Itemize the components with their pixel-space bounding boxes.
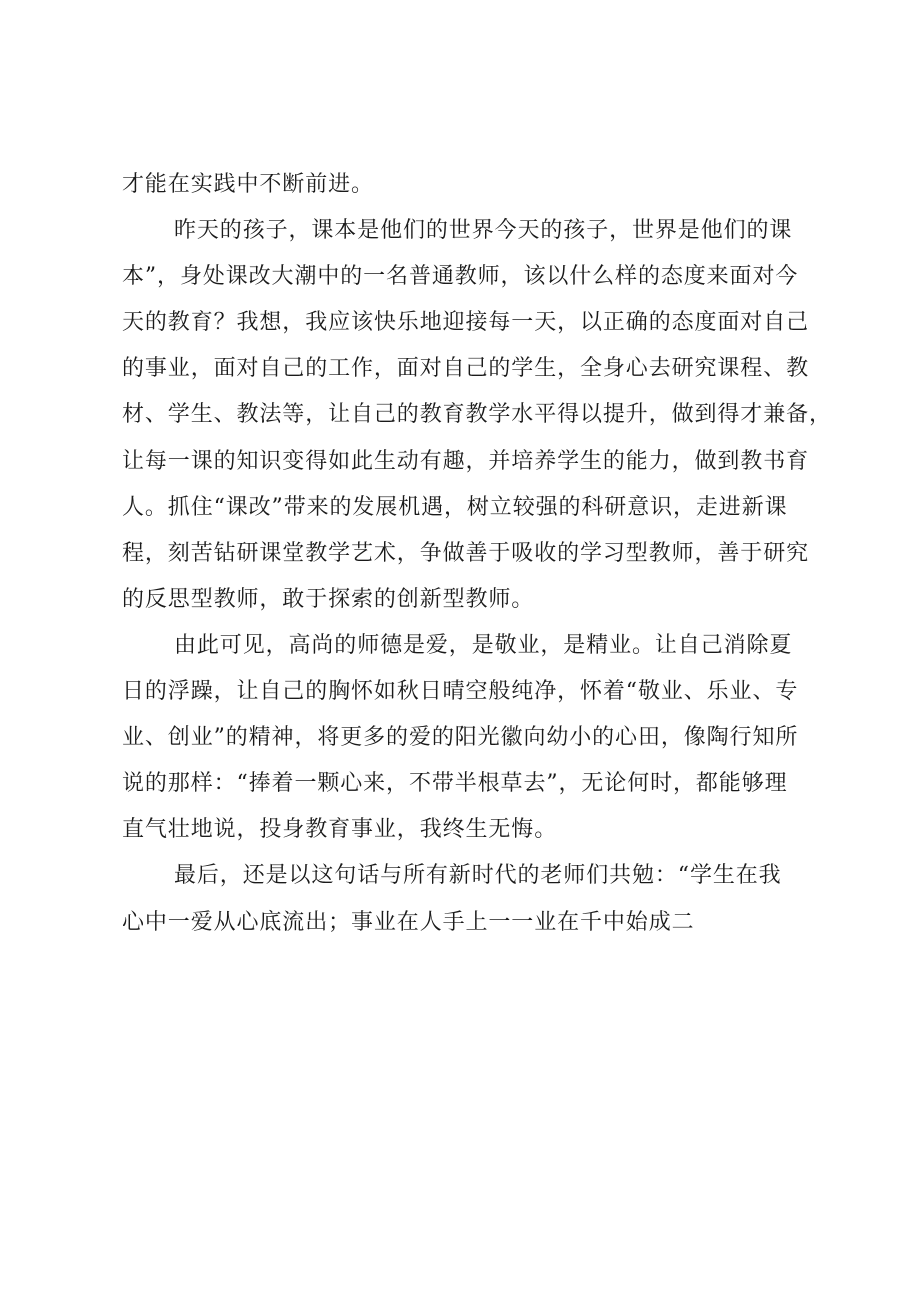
text-line: 说的那样：“捧着一颗心来，不带半根草去”，无论何时，都能够理	[122, 771, 788, 797]
text-line: 天的教育？我想，我应该快乐地迎接每一天，以正确的态度面对自己	[122, 310, 810, 336]
text-line: 材、学生、教法等，让自己的教育教学水平得以提升，做到得才兼备，	[122, 402, 832, 428]
text-line: 本”，身处课改大潮中的一名普通教师，该以什么样的态度来面对今	[122, 264, 799, 290]
text-line: 程，刻苦钻研课堂教学艺术，争做善于吸收的学习型教师，善于研究	[122, 540, 810, 566]
text-line: 业、创业”的精神，将更多的爱的阳光徽向幼小的心田，像陶行知所	[122, 725, 799, 751]
paragraph-first-line: 昨天的孩子，课本是他们的世界今天的孩子，世界是他们的课	[174, 218, 793, 244]
text-line: 直气壮地说，投身教育事业，我终生无悔。	[122, 817, 558, 843]
paragraph-first-line: 最后，还是以这句话与所有新时代的老师们共勉：“学生在我	[174, 863, 782, 889]
text-line: 日的浮躁，让自己的胸怀如秋日晴空般纯净，怀着“敬业、乐业、专	[122, 679, 799, 705]
text-line: 才能在实践中不断前进。	[122, 172, 374, 197]
text-line: 让每一课的知识变得如此生动有趣，并培养学生的能力，做到教书育	[122, 448, 810, 474]
text-line: 的反思型教师，敢于探索的创新型教师。	[122, 586, 535, 612]
text-line: 人。抓住“课改”带来的发展机遇，树立较强的科研意识，走进新课	[122, 494, 788, 520]
document-body	[122, 162, 832, 946]
text-line: 心中一爱从心底流出；事业在人手上一一业在千中始成二	[122, 909, 695, 935]
paragraph-first-line: 由此可见，高尚的师德是爱，是敬业，是精业。让自己消除夏	[174, 632, 793, 658]
text-line: 的事业，面对自己的工作，面对自己的学生，全身心去研究课程、教	[122, 356, 810, 382]
